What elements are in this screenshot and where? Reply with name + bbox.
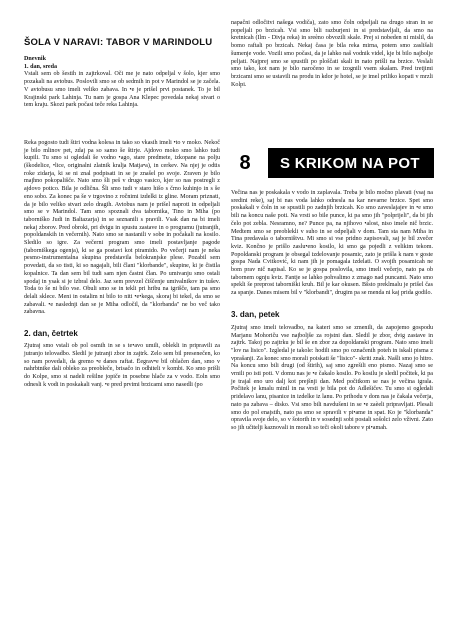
paragraph-day3: Zjutraj smo imeli telovadbo, na kateri smo se zmenili, da zapojemo gospodu Marjanu Mohoriču vse najboljše za rojstni dan. Sledil je zbor, dvig zastave in zajtrk. Takoj po zajtrku je bil še en zbor za dopoldanski program. Nato smo imeli "lov na lisico". Izgledal je takole: hodili smo po označenih poteh in iskali pisma z vprašanji. Za konec smo morali poiskati še "lisico"- skriti znak. Našli smo jo hitro. Na koncu smo bili drugi (od štirih), saj smo zgrešili eno pismo. Nazaj smo se vrnili po isti poti. V domu nas je •e čakalo kosilo. Po kosilu je sledil počitek, ki pa je trajal eno uro dalj kot prejšnji dan. Med počitkom se nas je večina igrala. Počitek je kmalu minil in na vrsti je bila pot do Adlešičev. Tu smo si ogledali pridelavo lanu, pisanice in izdelke iz lanu. Po prihodu v dom nas je čakala večerja, nato pa zabava – disko. Vsi smo bili navdušeni in se •e zaèeli pripravljati. Plesali smo do pol enajstih, nato pa smo se spravili v pi•ame in spat. Ko je "klorbanda" opravila svoje delo, so v šotorih in v sosednji sobi postali sošolci zelo vživni. Zato so jih učitelji kaznovali in morali so teči okoli tabore v pi•amah. [231,324,433,431]
paragraph-day2-continued: napačni odločitvi našega vodiča), zato smo čoln odpeljali na drugo stran in se popeljali po brzicah. Vsi smo bili razburjeni in si predstavljali, da smo na kretnicah (Ilm - Divja reka) in sreèno obvozili skale. Prej si nobeden ni mislil, da bomo raftali po brzicah. Nekaj časa je bila reka mirna, potem smo zaslišali šumenje vode. Vozili smo počasi, da je lahko naš vodnik videl, kje bi bilo najbolje peljati. Najprej smo se spustili po ploščati skali in nato prišli na brzice. Veslali smo tako, kot nam je bilo naročeno in se izognili vsem skalam. Pred tretjimi brzicami smo se ustavili na produ in kdor je hotel, se je imel priliko kopati v mrzli Kolpi. [231,20,433,88]
left-column [24,0,220,389]
day-3-heading: 3. dan, petek [231,309,280,319]
day-2-heading: 2. dan, četrtek [24,329,78,339]
page-number: 8 [239,151,251,174]
right-column-lower [231,190,433,433]
article-title: ŠOLA V NARAVI: TABOR V MARINDOLU [24,37,213,48]
page-number-box [222,144,268,182]
paragraph-day2-rest: Večina nas je poskakala v vodo in zaplavala. Treba je bilo močno plavati (vsaj na sredini reke), saj bi nas voda lahko odnesla na kar nevarne brzice. Spet smo poskakali v čoln in se spustili po zadnjih brzicah. Ko smo zaveslajajev in •e smo bili na koncu naše poti. Na vrsti so bile punce, ki pa smo jih "polprijeli", da bi jih čelo pot zebla. Nesramno, ne? Punce pa, na njihovo •alost, niso imele nič brzic. Medtem smo se preoblekli v suho in se odpeljali v dom. Tam sta nam Miha in Tina predavala o taborništvu. Mi smo si vse pridno zapisovali, saj je bil zvečer kviz. Končno je prišlo zaslu•eno kosilo, ki smo ga pojedli z velikim tekom. Popoldanski program je obsegal izdelovanje posamic, zato je prišla k nam v goste gospa Nada Cvitković, ki nam jih je pomagala izdelati. O svojih posamicah ne bom prav nič napisal. Ko se je gospa poslovila, smo imeli večerjo, nato pa ob tabornem ognju kviz. Fantje se lahko pohvalimo z zmago nad puncami. Nato smo spekli še preprost taborniški kruh. Bil je kar okusen. Bšsto preklmalu je prišel čas za spanje. Danes misem bil v "klorbandi", drugim pa se menda ni kaj prida godilo. [231,190,433,297]
chapter-title: S KRIKOM NA POT [280,154,420,172]
right-column [231,0,433,89]
day-1-heading: 1. dan, sreda [24,63,58,70]
section-label-dnevnik: Dnevnik [24,56,47,62]
paragraph-day2-start: Zjutraj smo vstali ob pol osmih in se s te•avo umili, oblekli in pripravili za jutranjo telovadbo. Sledil je jutranji zbor in zajtrk. Zelo sem bil presenečen, ko so nam povedali, da gremo •e danes raftat. Ёegrav•e bil oblačen dan, smo v nahrbtnike dali obleko za preobleče, brisačo in odhiteli v kombi. Ko smo prišli do Kolpe, smo si nadeli rešilne jopiče in posebne hlače za v vodo. Eoln smo odnesli k vodi in poskakali vanj. •e pred prvimi brzicami smo nasedli (po [24,343,220,388]
paragraph-day1-intro: Vstali sem ob šestih in zajtrkoval. Oči me je nato odpeljal v šolo, kjer smo pozakali na avtobus. Poslovili smo se ob sedmih in pot v Marindol se je začela. V avtobusu smo imeli veliko zabava. In •e je prišel prvi postanek. To je bil Krajinski park Lahinja. Tu nam je gospa Ana Klepec povedala nekaj stvari o tem kraju. Skozi park počasi teče reka Lahinja. [24,71,220,109]
paragraph-day1-body: Reka pogosto tudi štiri vodna kolesa in tako so vkasih imeli •to v moko. Nekoč je bilo mlinov pet, zdaj pa so samo še štirje. Ajdovo moko smo lahko tudi kupili. Tu smo si ogledali še vodno •ago, stare predmete, izkopane na polju (škodelice, •lice, originalni zlatnik kralja Matja•a), in cerkev. Na njej je odtis roke zidarja, ki se ni znal podpisati in se je znašel po svoje. Zraven je bilo majhno pokopališče. Nato smo šli peš v drugo vasico, kjer so nas postregli z ajdovo potico. Bila je odlična. Šli smo tudi v staro hišo s črno kuhinjo in s še eno sobo. Za konec pa še v trgovino z ročnimi izdelki iz gline. Moram priznati, da je bilo veliko stvari zelo dragih. Avtobus nam je prišel naproti in odpeljali smo se v Marindol. Tam smo spoznali dva tabornika, Tino in Miha (po taborniško Judi in Baltazarja) in se seznanili s pravili. Vsak dan na bi imeli nekaj zborov. Pred obroki, pri dvigu in spustu zastave in o programu (jutranjih, popoldanskih in večernih). Nato smo se nastanili v sobe in počakali na kosilo. Sledilo so igre. Za večerni program smo imeli postavljanje pagode (taborniškega ogenja), ki se ga postavi kot piramido. Po večerji nam je neka pesmo-instrumentalna skupina predstavila belokranjske plese. Pozabil sem povedati, da so tisti, ki so nagajali, bili člani "klorbande", skupine, ki je čistila kopalnice. Ta dan sem bil tudi sam njen častni član. Po umivanju smo ostali spodaj in ysak si je izbral delo. Jaz sem prevzel čiščenje umivalnikov in tušev. Toda to še ni bilo vse. Obuli smo se in tekli pri hribu na igrišče, tam pa smo delali sklece. Meni in ostalim ni bilo to niti •e•kega, skoraj bi tekel, da smo se zabavali. •e naslednji dan se je Miha odločil, da "klorbanda" ne bo več tako zabavna. [24,139,220,316]
